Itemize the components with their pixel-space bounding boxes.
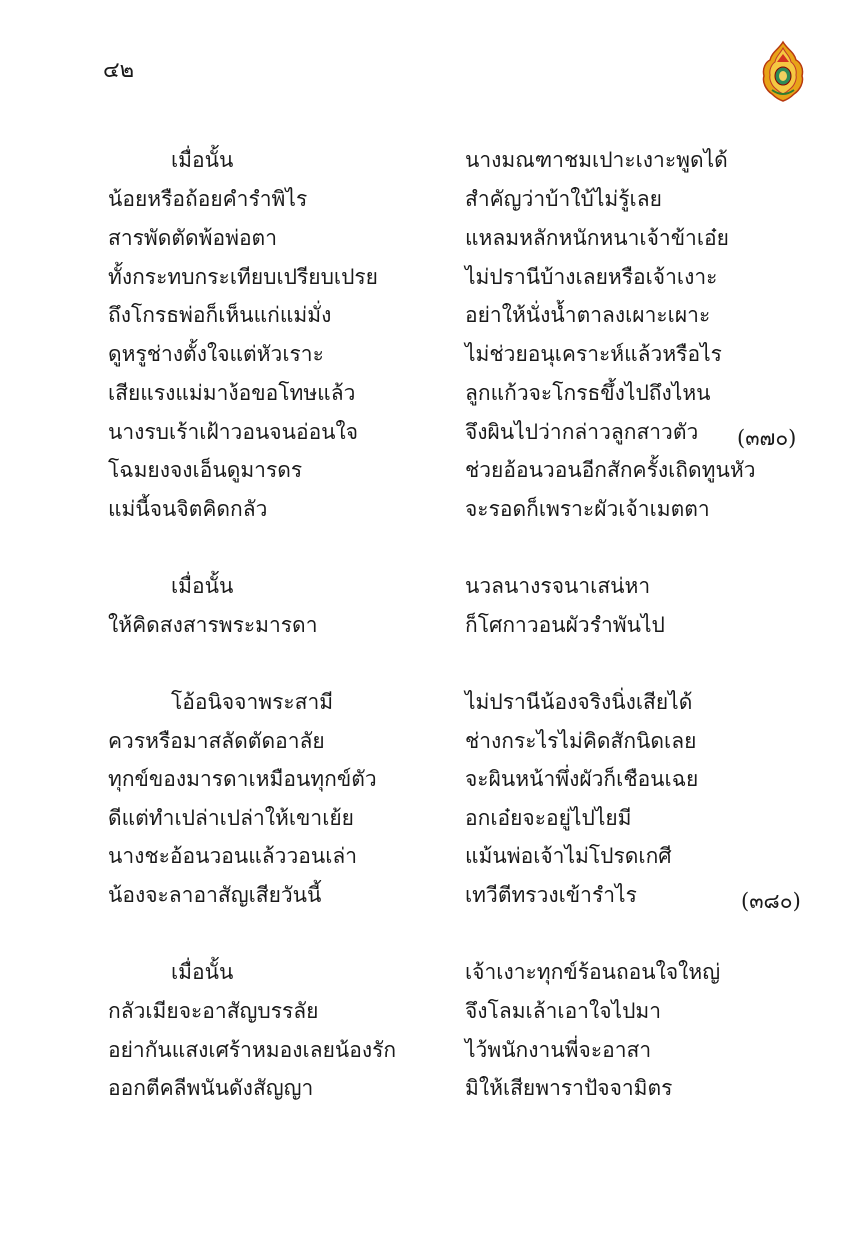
crest-emblem (758, 40, 808, 102)
verse-number-370: (๓๗๐) (737, 426, 797, 450)
stanza-1-right-line-10: จะรอดก็เพราะผัวเจ้าเมตตา (465, 497, 710, 521)
page-number: ๔๒ (103, 58, 135, 83)
stanza-1-right-line-4: ไม่ปรานีบ้างเลยหรือเจ้าเงาะ (465, 265, 718, 289)
stanza-3-right-line-2: ช่างกระไรไม่คิดสักนิดเลย (465, 729, 697, 753)
stanza-1-right-line-3: แหลมหลักหนักหนาเจ้าข้าเอ๋ย (465, 226, 729, 250)
stanza-1-left-line-4: ทั้งกระทบกระเทียบเปรียบเปรย (108, 265, 378, 289)
stanza-1-left-line-9: โฉมยงจงเอ็นดูมารดร (108, 458, 303, 482)
stanza-3-right-line-3: จะผินหน้าพึ่งผัวก็เชือนเฉย (465, 767, 699, 791)
stanza-3-right-line-1: ไม่ปรานีน้องจริงนิ่งเสียได้ (465, 690, 693, 714)
stanza-3-left-line-6: น้องจะลาอาสัญเสียวันนี้ (108, 883, 322, 907)
stanza-1-right-line-5: อย่าให้นั่งน้ำตาลงเผาะเผาะ (465, 303, 711, 327)
stanza-1-left-line-8: นางรบเร้าเฝ้าวอนจนอ่อนใจ (108, 420, 359, 444)
verse-number-380: (๓๘๐) (741, 889, 801, 913)
stanza-1-left-line-7: เสียแรงแม่มาง้อขอโทษแล้ว (108, 381, 356, 405)
stanza-3-left-line-5: นางชะอ้อนวอนแล้ววอนเล่า (108, 844, 358, 868)
stanza-3-right-line-5: แม้นพ่อเจ้าไม่โปรดเกศี (465, 844, 672, 868)
stanza-4-right-line-2: จึงโลมเล้าเอาใจไปมา (465, 999, 662, 1023)
stanza-3-left-line-3: ทุกข์ของมารดาเหมือนทุกข์ตัว (108, 767, 377, 791)
stanza-4-left-line-4: ออกตีคลีพนันดังสัญญา (108, 1076, 314, 1100)
stanza-1-right-line-6: ไม่ช่วยอนุเคราะห์แล้วหรือไร (465, 342, 722, 366)
stanza-1-right-line-7: ลูกแก้วจะโกรธขึ้งไปถึงไหน (465, 381, 711, 405)
stanza-1-right-line-9: ช่วยอ้อนวอนอีกสักครั้งเถิดทูนหัว (465, 458, 756, 482)
stanza-3-left-line-1: โอ้อนิจจาพระสามี (171, 690, 334, 714)
stanza-3-right-line-4: อกเอ๋ยจะอยู่ไปไยมี (465, 806, 632, 830)
stanza-1-right-line-2: สำคัญว่าบ้าใบ้ไม่รู้เลย (465, 187, 662, 211)
stanza-2-right-line-1: นวลนางรจนาเสน่หา (465, 574, 651, 598)
stanza-1-left-line-2: น้อยหรือถ้อยคำรำพิไร (108, 187, 308, 211)
stanza-3-left-line-2: ควรหรือมาสลัดตัดอาลัย (108, 729, 325, 753)
stanza-1-left-line-5: ถึงโกรธพ่อก็เห็นแก่แม่มั่ง (108, 303, 332, 327)
stanza-1-left-line-6: ดูหรูช่างตั้งใจแต่หัวเราะ (108, 342, 324, 366)
stanza-1-left-line-3: สารพัดตัดพ้อพ่อตา (108, 226, 277, 250)
stanza-1-left-line-1: เมื่อนั้น (171, 148, 234, 172)
stanza-4-right-line-1: เจ้าเงาะทุกข์ร้อนถอนใจใหญ่ (465, 960, 721, 984)
stanza-4-left-line-2: กลัวเมียจะอาสัญบรรลัย (108, 999, 319, 1023)
stanza-2-right-line-2: ก็โศกาวอนผัวรำพันไป (465, 613, 665, 637)
stanza-4-right-line-3: ไว้พนักงานพี่จะอาสา (465, 1038, 652, 1062)
stanza-3-left-line-4: ดีแต่ทำเปล่าเปล่าให้เขาเย้ย (108, 806, 354, 830)
stanza-2-left-line-2: ให้คิดสงสารพระมารดา (108, 613, 318, 637)
stanza-4-left-line-3: อย่ากันแสงเศร้าหมองเลยน้องรัก (108, 1038, 397, 1062)
stanza-2-left-line-1: เมื่อนั้น (171, 574, 234, 598)
stanza-1-right-line-8: จึงผินไปว่ากล่าวลูกสาวตัว (465, 420, 699, 444)
stanza-3-right-line-6: เทวีตีทรวงเข้ารำไร (465, 883, 637, 907)
stanza-1-right-line-1: นางมณฑาชมเปาะเงาะพูดได้ (465, 148, 728, 172)
stanza-1-left-line-10: แม่นี้จนจิตคิดกลัว (108, 497, 268, 521)
stanza-4-right-line-4: มิให้เสียพาราปัจจามิตร (465, 1076, 673, 1100)
stanza-4-left-line-1: เมื่อนั้น (171, 960, 234, 984)
